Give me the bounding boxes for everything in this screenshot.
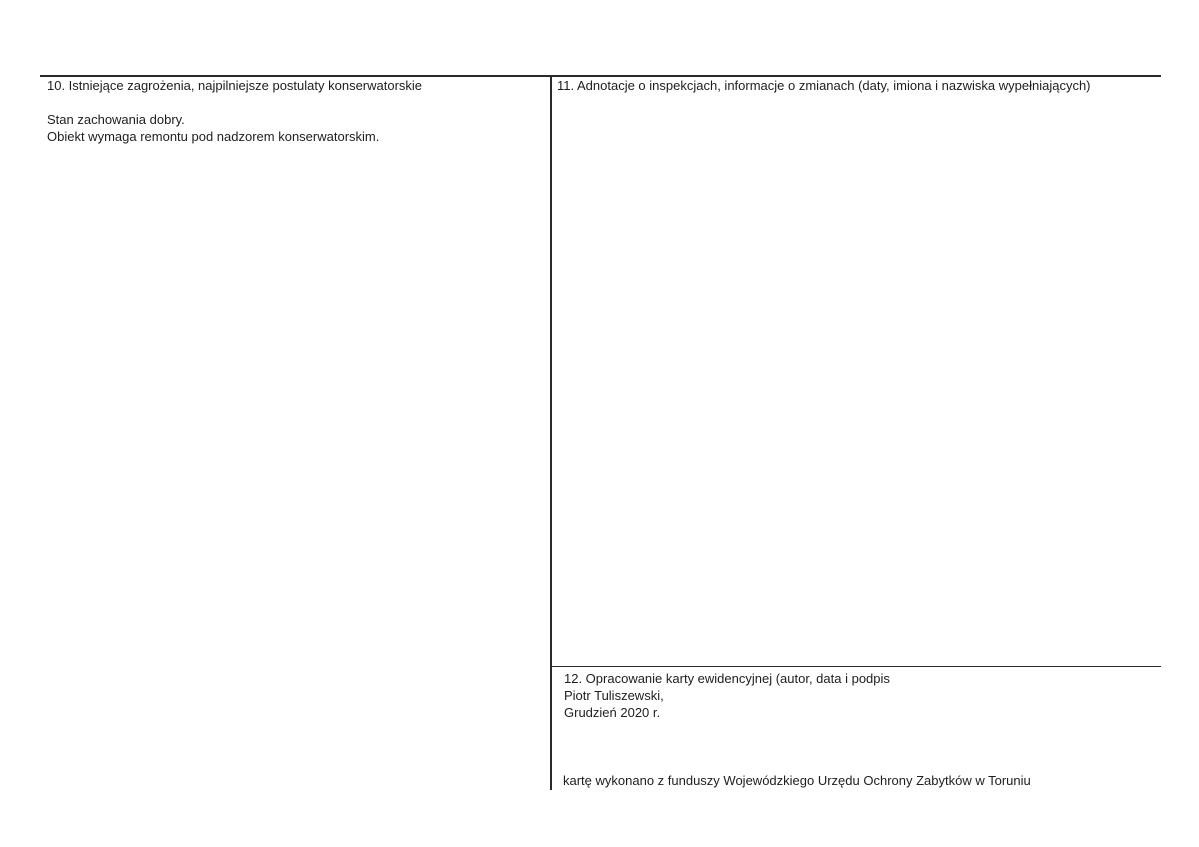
remark-line: Obiekt wymaga remontu pod nadzorem konserwatorskim. (47, 129, 380, 144)
section11-heading: 11. Adnotacje o inspekcjach, informacje o zmianach (daty, imiona i nazwiska wypełniających) (557, 78, 1091, 93)
author-name: Piotr Tuliszewski, (564, 688, 664, 703)
section10-heading: 10. Istniejące zagrożenia, najpilniejsze postulaty konserwatorskie (47, 78, 423, 93)
column-divider (550, 75, 552, 790)
card-date: Grudzień 2020 r. (564, 705, 661, 720)
condition-line: Stan zachowania dobry. (47, 112, 185, 127)
funding-note: kartę wykonano z funduszy Wojewódzkiego Urzędu Ochrony Zabytków w Toruniu (563, 773, 1031, 788)
top-border (40, 75, 1161, 77)
section12-border (550, 666, 1161, 667)
section12-heading: 12. Opracowanie karty ewidencyjnej (autor, data i podpis (564, 671, 890, 686)
